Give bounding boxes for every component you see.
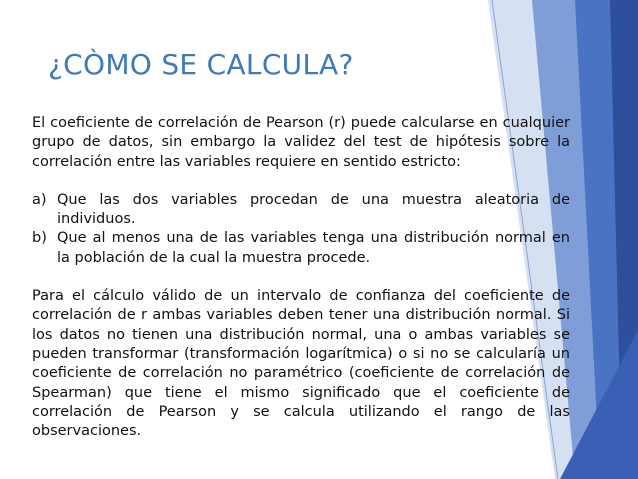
list-item [32,191,570,230]
list-item-text: Que al menos una de las variables tenga una distribución normal en la población de la cual la muestra procede. [57,230,570,266]
spacer [32,268,570,287]
slide-content [32,114,570,441]
requirements-list [32,191,570,268]
list-marker: a) [32,191,47,208]
list-item-text: Que las dos variables procedan de una muestra aleatoria de individuos. [57,191,570,228]
list-item [32,229,570,268]
page-title: ¿CÒMO SE CALCULA? [48,48,354,81]
spacer [32,172,570,191]
list-marker: b) [32,230,47,247]
body-paragraph: Para el cálculo válido de un intervalo de confianza del coeficiente de correlación de r ambas variables deben tener una distribución normal. Si los datos no tienen una distribución normal, una o ambas variables se pueden transformar (transformación logarítmica) o si no se calcularía un coeficiente de correlación no paramétrico (coeficiente de correlación de Spearman) que tiene el mismo significado que el coeficiente de correlación de Pearson y se calcula utilizando el rango de las observaciones. [32,288,570,440]
intro-paragraph: El coeficiente de correlación de Pearson (r) puede calcularse en cualquier grupo de datos, sin embargo la validez del test de hipótesis sobre la correlación entre las variables requiere en sentido estricto: [32,115,570,170]
